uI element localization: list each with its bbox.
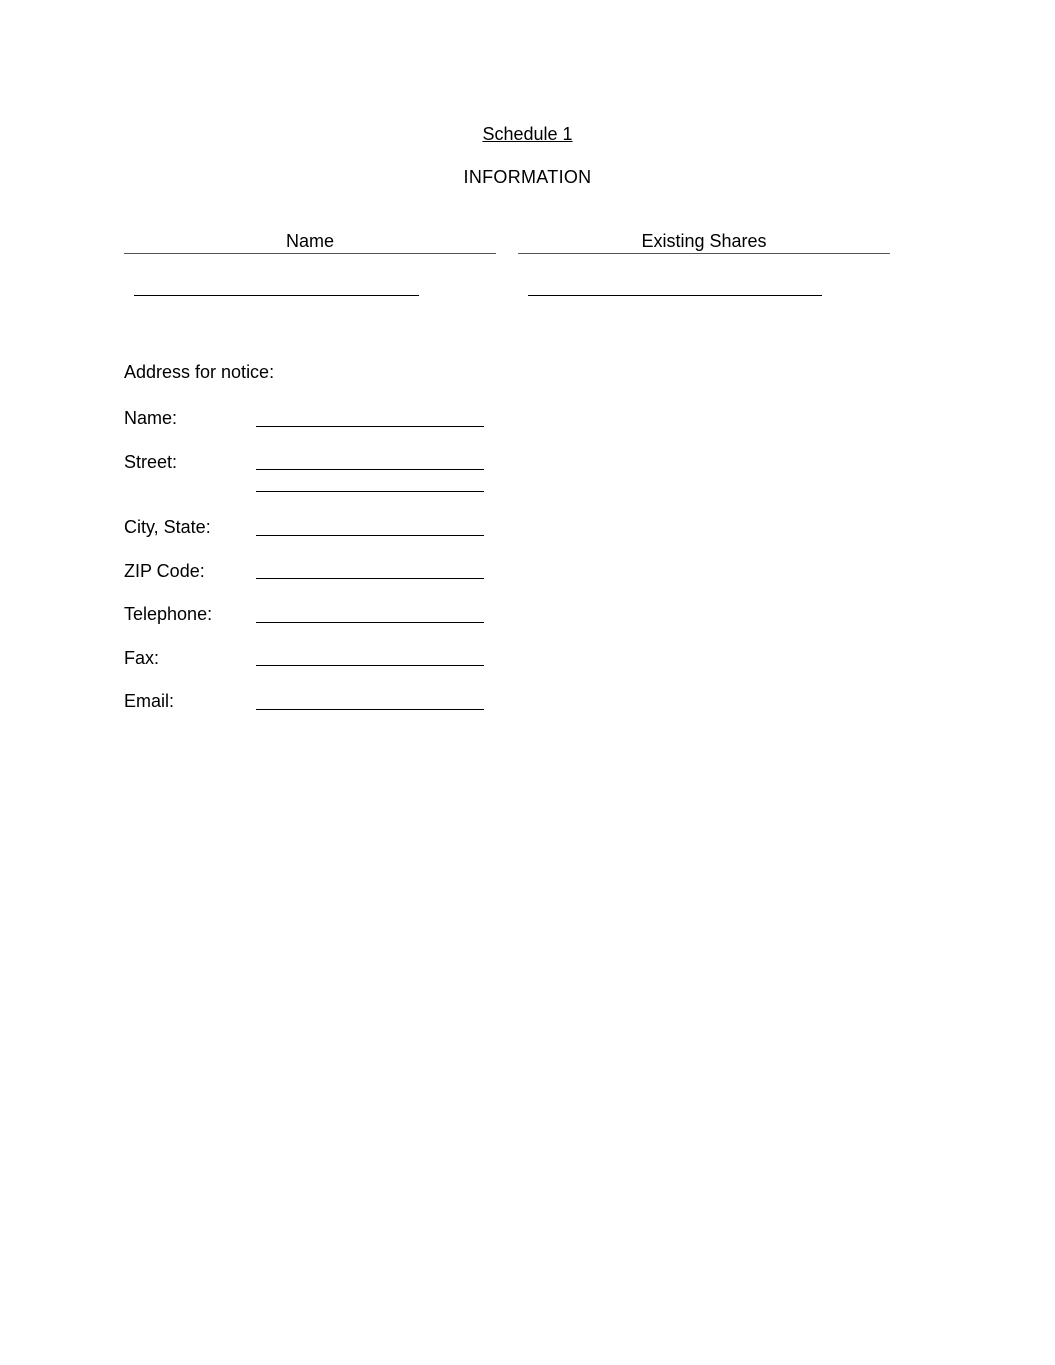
notice-zip-code-label: ZIP Code:: [124, 561, 205, 581]
notice-city-state-label: City, State:: [124, 517, 211, 537]
column-header-name: Name: [285, 231, 334, 251]
notice-street-field-line-2[interactable]: [256, 491, 484, 492]
notice-street-field-line-1[interactable]: [256, 469, 484, 470]
notice-name-label: Name:: [124, 408, 178, 428]
notice-street-label: Street:: [124, 452, 178, 472]
column-header-existing-shares-rule: [518, 253, 890, 254]
notice-email-field[interactable]: [256, 709, 484, 710]
notice-city-state-field[interactable]: [256, 535, 484, 536]
notice-zip-code-field[interactable]: [256, 578, 484, 579]
notice-telephone-field[interactable]: [256, 622, 484, 623]
column-header-existing-shares: Existing Shares: [641, 231, 767, 251]
column-header-name-rule: [124, 253, 496, 254]
notice-email-label: Email:: [124, 691, 175, 711]
notice-fax-field[interactable]: [256, 665, 484, 666]
notice-name-field[interactable]: [256, 426, 484, 427]
schedule-title: Schedule 1: [482, 124, 573, 144]
notice-telephone-label: Telephone:: [124, 604, 213, 624]
address-for-notice-label: Address for notice:: [124, 362, 275, 382]
page-heading: INFORMATION: [463, 167, 592, 187]
notice-fax-label: Fax:: [124, 648, 160, 668]
name-entry-line[interactable]: [134, 295, 419, 296]
existing-shares-entry-line[interactable]: [528, 295, 822, 296]
